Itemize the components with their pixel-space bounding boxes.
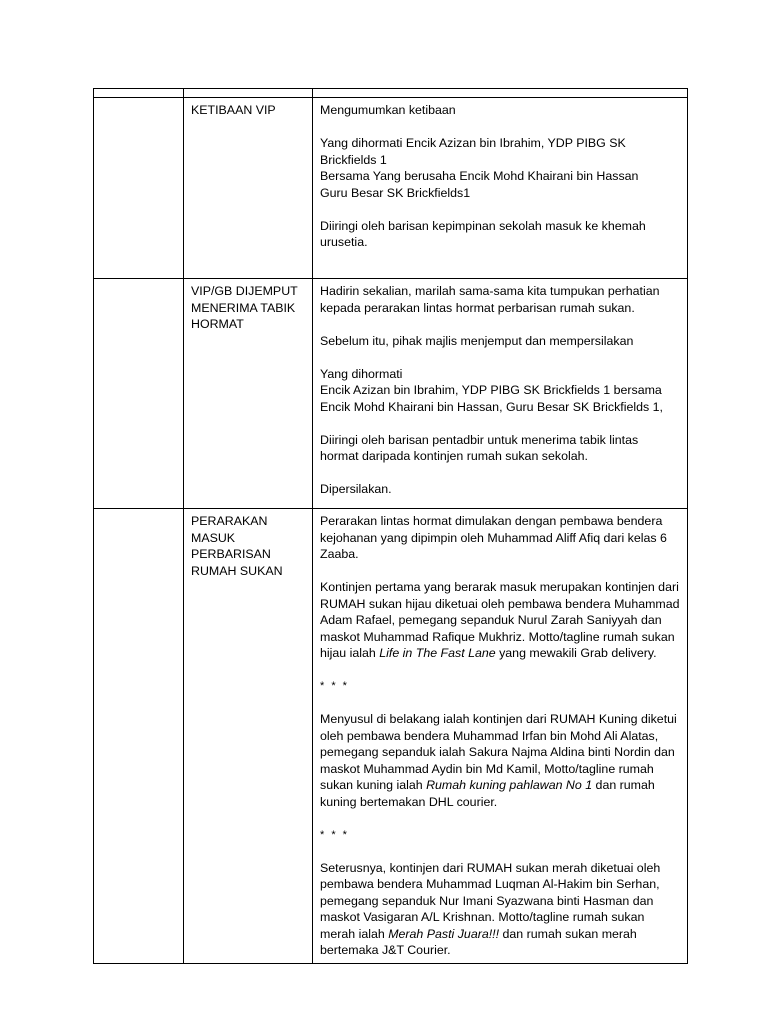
separator-stars: * * * [320,828,349,841]
script-paragraph [320,711,680,810]
header-cell-empty [313,89,688,98]
script-paragraph: Mengumumkan ketibaan [320,103,456,117]
table-row [94,279,688,509]
script-paragraph: Diiringi oleh barisan kepimpinan sekolah masuk ke khemah urusetia. [320,218,646,249]
paragraph-text: dan rumah sukan merah bertemaka J&T Courier. [320,926,637,957]
script-paragraph: Yang dihormati Encik Azizan bin Ibrahim, YDP PIBG SK Brickfields 1 bersama Encik Mohd Khairani bin Hassan, Guru Besar SK Brickfields 1, [320,366,663,414]
paragraph-text: dan rumah kuning bertemakan DHL courier. [320,778,655,809]
script-cell [313,279,688,509]
script-paragraph: Perarakan lintas hormat dimulakan dengan pembawa bendera kejohanan yang dipimpin oleh Muhammad Aliff Afiq dari kelas 6 Zaaba. [320,514,667,561]
separator-stars: * * * [320,680,349,692]
script-paragraph: Yang dihormati Encik Azizan bin Ibrahim, YDP PIBG SK Brickfields 1 Bersama Yang berusaha Encik Mohd Khairani bin Hassan Guru Besar SK Brickfields1 [320,136,639,200]
event-label-cell [184,509,313,964]
script-paragraph: Diiringi oleh barisan pentadbir untuk menerima tabik lintas hormat daripada kontinjen rumah sukan sekolah. [320,432,639,463]
paragraph-text: Menyusul di belakang ialah kontinjen dari RUMAH Kuning diketui oleh pembawa bendera Muhammad Irfan bin Mohd Ali Alatas, pemegang sepanduk ialah Sakura Najma Aldina binti Nordin dan maskot Muhammad Aydin bin Md Kamil, Motto/tagline rumah sukan kuning ialah [320,712,677,792]
event-label: VIP/GB DIJEMPUT MENERIMA TABIK HORMAT [191,284,298,331]
table-row [94,98,688,279]
empty-cell [94,509,184,964]
table-header-row [94,89,688,98]
script-paragraph [320,579,680,662]
script-cell [313,98,688,279]
motto-italic: Rumah kuning pahlawan No 1 [426,778,593,792]
table-row [94,509,688,964]
script-paragraph: Sebelum itu, pihak majlis menjemput dan mempersilakan [320,333,634,348]
script-paragraph [320,860,680,959]
script-cell [313,509,688,964]
event-label: PERARAKAN MASUK PERBARISAN RUMAH SUKAN [191,514,283,578]
paragraph-text: Seterusnya, kontinjen dari RUMAH sukan merah diketuai oleh pembawa bendera Muhammad Luqman Al-Hakim bin Serhan, pemegang sepanduk Nur Imani Syazwana binti Hasman dan maskot Vasigaran A/L Krishnan. Motto/tagline rumah sukan merah ialah [320,860,661,941]
script-paragraph: Dipersilakan. [320,482,392,496]
event-label-cell [184,98,313,279]
header-cell-empty [184,89,313,98]
paragraph-text: Kontinjen pertama yang berarak masuk merupakan kontinjen dari RUMAH sukan hijau diketuai oleh pembawa bendera Muhammad Adam Rafael, pemegang sepanduk Nurul Zarah Saniyyah dan maskot Muhammad Rafique Mukhriz. Motto/tagline rumah sukan hijau ialah [320,580,680,660]
empty-cell [94,98,184,279]
event-label-cell [184,279,313,509]
script-paragraph: Hadirin sekalian, marilah sama-sama kita tumpukan perhatian kepada perarakan lintas hormat perbarisan rumah sukan. [320,284,660,315]
motto-italic: Merah Pasti Juara!!! [388,926,500,941]
paragraph-text: yang mewakili Grab delivery. [495,646,657,660]
motto-italic: Life in The Fast Lane [379,646,496,660]
empty-cell [94,279,184,509]
event-label: KETIBAAN VIP [191,103,276,117]
header-cell-empty [94,89,184,98]
program-table [93,88,688,964]
